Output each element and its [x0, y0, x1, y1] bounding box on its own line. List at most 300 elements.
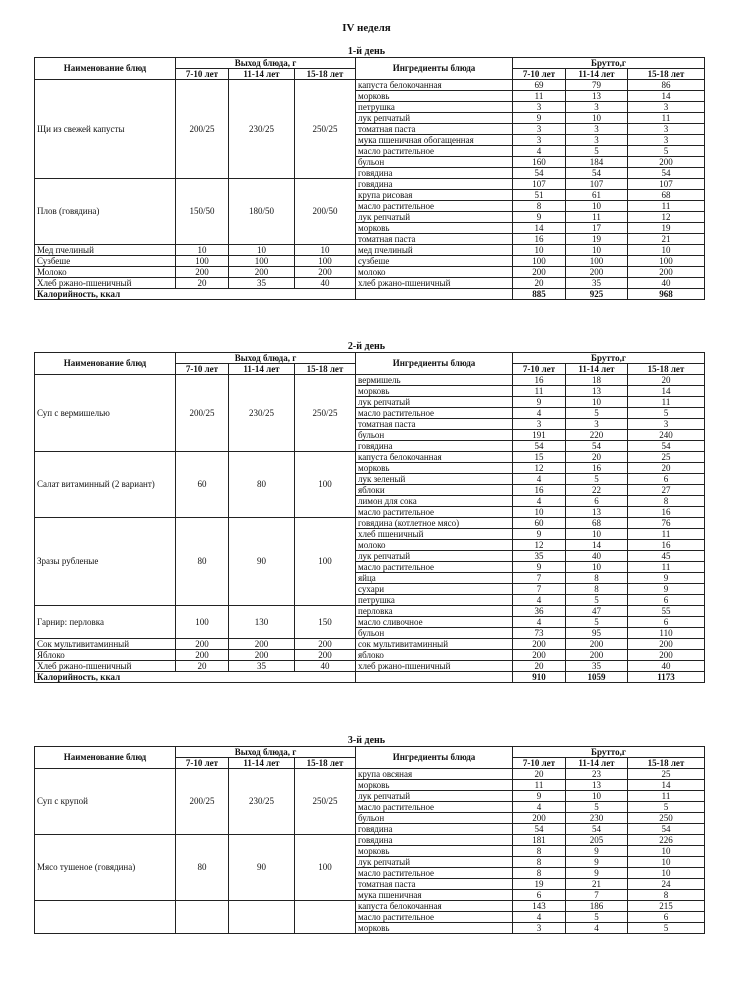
calories-label: Калорийность, ккал: [35, 672, 356, 683]
brutto-value: 21: [628, 234, 705, 245]
ingredient-name: лук репчатый: [356, 551, 513, 562]
dish-name: Хлеб ржано-пшеничный: [35, 661, 176, 672]
brutto-value: 215: [628, 901, 705, 912]
header-row: [35, 747, 705, 758]
brutto-value: 95: [566, 628, 628, 639]
ingredient-name: молоко: [356, 267, 513, 278]
brutto-value: 11: [566, 212, 628, 223]
brutto-value: 10: [628, 857, 705, 868]
brutto-value: 14: [628, 780, 705, 791]
table-row: [35, 278, 705, 289]
brutto-value: 16: [566, 463, 628, 474]
ingredient-name: лук репчатый: [356, 857, 513, 868]
brutto-value: 20: [513, 661, 566, 672]
day-title: 2-й день: [347, 341, 386, 352]
age-header: 11-14 лет: [229, 758, 295, 769]
brutto-value: 5: [566, 146, 628, 157]
brutto-value: 7: [513, 584, 566, 595]
brutto-value: 16: [628, 507, 705, 518]
ingredient-name: масло растительное: [356, 912, 513, 923]
dish-name: [35, 901, 176, 934]
brutto-value: 4: [513, 912, 566, 923]
ingredient-name: мука пшеничная: [356, 890, 513, 901]
header-row: [35, 353, 705, 364]
brutto-value: 10: [566, 397, 628, 408]
dish-yield: 200/50: [295, 179, 356, 245]
ingredient-name: говядина (котлетное мясо): [356, 518, 513, 529]
brutto-value: 160: [513, 157, 566, 168]
age-header: 11-14 лет: [566, 364, 628, 375]
ingredient-name: морковь: [356, 923, 513, 934]
brutto-value: 69: [513, 80, 566, 91]
dish-yield: 100: [295, 518, 356, 606]
dish-yield: 10: [295, 245, 356, 256]
dish-yield: 20: [176, 661, 229, 672]
brutto-value: 9: [513, 212, 566, 223]
dish-yield: 200: [295, 650, 356, 661]
yield-header: Выход блюда, г: [176, 747, 356, 758]
ingredient-name: морковь: [356, 91, 513, 102]
dish-name: Яблоко: [35, 650, 176, 661]
dish-name: Плов (говядина): [35, 179, 176, 245]
table-row: [35, 80, 705, 91]
brutto-value: 11: [513, 91, 566, 102]
brutto-value: 8: [513, 846, 566, 857]
dish-yield: 200: [229, 639, 295, 650]
menu-table: [34, 57, 705, 300]
ingredient-name: томатная паста: [356, 879, 513, 890]
brutto-value: 107: [513, 179, 566, 190]
brutto-value: 16: [513, 485, 566, 496]
brutto-value: 11: [628, 113, 705, 124]
brutto-value: 200: [628, 157, 705, 168]
brutto-value: 10: [566, 529, 628, 540]
ingredient-name: яблоки: [356, 485, 513, 496]
calories-value: 1059: [566, 672, 628, 683]
dish-yield: [229, 901, 295, 934]
dish-yield: 200/25: [176, 80, 229, 179]
dish-yield: 200: [229, 267, 295, 278]
brutto-value: 9: [513, 562, 566, 573]
table-row: [35, 452, 705, 463]
brutto-value: 4: [566, 923, 628, 934]
dish-yield: 80: [176, 835, 229, 901]
brutto-value: 8: [513, 868, 566, 879]
brutto-value: 16: [513, 234, 566, 245]
brutto-value: 8: [628, 890, 705, 901]
age-header: 15-18 лет: [295, 758, 356, 769]
brutto-value: 8: [628, 496, 705, 507]
brutto-value: 19: [628, 223, 705, 234]
brutto-value: 18: [566, 375, 628, 386]
age-header: 11-14 лет: [566, 758, 628, 769]
brutto-value: 5: [566, 474, 628, 485]
menu-table: [34, 746, 705, 934]
dish-yield: 40: [295, 278, 356, 289]
ingredients-header: Ингредиенты блюда: [356, 747, 513, 769]
brutto-value: 60: [513, 518, 566, 529]
dish-yield: 250/25: [295, 80, 356, 179]
calories-value: 968: [628, 289, 705, 300]
ingredient-name: томатная паста: [356, 124, 513, 135]
brutto-value: 7: [513, 573, 566, 584]
brutto-value: 35: [513, 551, 566, 562]
brutto-value: 4: [513, 474, 566, 485]
brutto-value: 230: [566, 813, 628, 824]
ingredient-name: хлеб ржано-пшеничный: [356, 661, 513, 672]
table-row: [35, 650, 705, 661]
brutto-value: 12: [513, 463, 566, 474]
dish-yield: 230/25: [229, 375, 295, 452]
dish-yield: 35: [229, 661, 295, 672]
header-row: [35, 58, 705, 69]
brutto-value: 4: [513, 408, 566, 419]
brutto-value: 54: [628, 168, 705, 179]
brutto-value: 11: [513, 386, 566, 397]
brutto-value: 25: [628, 452, 705, 463]
brutto-value: 12: [513, 540, 566, 551]
ingredient-name: масло растительное: [356, 146, 513, 157]
table-row: [35, 606, 705, 617]
age-header: 15-18 лет: [295, 69, 356, 80]
dish-yield: [176, 901, 229, 934]
brutto-value: 68: [566, 518, 628, 529]
brutto-value: 5: [566, 408, 628, 419]
calories-spacer: [356, 672, 513, 683]
dish-yield: 40: [295, 661, 356, 672]
ingredient-name: масло растительное: [356, 868, 513, 879]
ingredient-name: томатная паста: [356, 234, 513, 245]
dish-name: Салат витаминный (2 вариант): [35, 452, 176, 518]
brutto-value: 13: [566, 386, 628, 397]
brutto-value: 14: [628, 91, 705, 102]
dish-name: Мясо тушеное (говядина): [35, 835, 176, 901]
table-row: [35, 375, 705, 386]
brutto-value: 110: [628, 628, 705, 639]
brutto-value: 5: [566, 802, 628, 813]
brutto-value: 3: [566, 124, 628, 135]
brutto-header: Брутто,г: [513, 747, 705, 758]
brutto-value: 3: [628, 135, 705, 146]
dish-yield: 100: [176, 606, 229, 639]
ingredient-name: масло сливочное: [356, 617, 513, 628]
ingredient-name: масло растительное: [356, 408, 513, 419]
brutto-value: 45: [628, 551, 705, 562]
age-header: 11-14 лет: [229, 364, 295, 375]
brutto-value: 3: [513, 135, 566, 146]
brutto-value: 68: [628, 190, 705, 201]
brutto-value: 11: [628, 562, 705, 573]
brutto-value: 20: [628, 375, 705, 386]
dish-name-header: Наименование блюд: [35, 747, 176, 769]
brutto-value: 4: [513, 595, 566, 606]
ingredient-name: бульон: [356, 157, 513, 168]
table-row: [35, 835, 705, 846]
brutto-value: 15: [513, 452, 566, 463]
brutto-value: 11: [628, 791, 705, 802]
brutto-value: 14: [628, 386, 705, 397]
brutto-value: 184: [566, 157, 628, 168]
ingredient-name: лук репчатый: [356, 113, 513, 124]
dish-yield: 100: [229, 256, 295, 267]
brutto-value: 6: [628, 617, 705, 628]
brutto-value: 6: [628, 474, 705, 485]
brutto-value: 200: [628, 650, 705, 661]
brutto-value: 36: [513, 606, 566, 617]
brutto-value: 3: [513, 102, 566, 113]
brutto-value: 5: [628, 146, 705, 157]
brutto-value: 54: [566, 441, 628, 452]
brutto-value: 10: [628, 868, 705, 879]
brutto-value: 186: [566, 901, 628, 912]
brutto-value: 3: [513, 419, 566, 430]
ingredient-name: томатная паста: [356, 419, 513, 430]
brutto-value: 200: [513, 813, 566, 824]
brutto-value: 181: [513, 835, 566, 846]
brutto-value: 76: [628, 518, 705, 529]
brutto-value: 8: [566, 573, 628, 584]
age-header: 15-18 лет: [628, 69, 705, 80]
brutto-value: 12: [628, 212, 705, 223]
brutto-value: 10: [566, 245, 628, 256]
ingredient-name: морковь: [356, 386, 513, 397]
brutto-value: 9: [513, 397, 566, 408]
brutto-value: 35: [566, 661, 628, 672]
ingredient-name: капуста белокочанная: [356, 901, 513, 912]
ingredient-name: говядина: [356, 179, 513, 190]
brutto-value: 23: [566, 769, 628, 780]
ingredients-header: Ингредиенты блюда: [356, 353, 513, 375]
brutto-value: 3: [566, 419, 628, 430]
brutto-value: 51: [513, 190, 566, 201]
brutto-value: 9: [628, 584, 705, 595]
ingredient-name: петрушка: [356, 102, 513, 113]
dish-yield: 250/25: [295, 375, 356, 452]
dish-name: Сок мультивитаминный: [35, 639, 176, 650]
table-row: [35, 639, 705, 650]
brutto-value: 19: [513, 879, 566, 890]
brutto-value: 6: [513, 890, 566, 901]
ingredient-name: лук репчатый: [356, 212, 513, 223]
table-row: [35, 179, 705, 190]
dish-yield: 180/50: [229, 179, 295, 245]
brutto-value: 25: [628, 769, 705, 780]
table-row: [35, 518, 705, 529]
ingredient-name: бульон: [356, 628, 513, 639]
brutto-value: 107: [628, 179, 705, 190]
brutto-value: 9: [566, 857, 628, 868]
brutto-value: 13: [566, 507, 628, 518]
ingredient-name: говядина: [356, 824, 513, 835]
menu-table: [34, 352, 705, 683]
brutto-value: 5: [628, 802, 705, 813]
dish-yield: 100: [295, 452, 356, 518]
brutto-value: 3: [513, 124, 566, 135]
dish-yield: 100: [295, 835, 356, 901]
calories-value: 910: [513, 672, 566, 683]
brutto-value: 8: [513, 201, 566, 212]
ingredient-name: мед пчелиный: [356, 245, 513, 256]
ingredient-name: хлеб пшеничный: [356, 529, 513, 540]
dish-name: Гарнир: перловка: [35, 606, 176, 639]
dish-yield: 90: [229, 518, 295, 606]
table-row: [35, 769, 705, 780]
brutto-value: 20: [566, 452, 628, 463]
table-row: [35, 661, 705, 672]
brutto-value: 10: [566, 791, 628, 802]
brutto-value: 54: [628, 824, 705, 835]
ingredient-name: лимон для сока: [356, 496, 513, 507]
yield-header: Выход блюда, г: [176, 58, 356, 69]
brutto-value: 200: [513, 267, 566, 278]
calories-value: 885: [513, 289, 566, 300]
ingredient-name: масло растительное: [356, 507, 513, 518]
brutto-value: 5: [566, 912, 628, 923]
brutto-value: 20: [513, 278, 566, 289]
brutto-value: 5: [566, 595, 628, 606]
brutto-value: 220: [566, 430, 628, 441]
brutto-value: 9: [566, 846, 628, 857]
calories-spacer: [356, 289, 513, 300]
brutto-value: 3: [628, 124, 705, 135]
calories-label: Калорийность, ккал: [35, 289, 356, 300]
brutto-value: 54: [566, 824, 628, 835]
brutto-value: 86: [628, 80, 705, 91]
age-header: 15-18 лет: [295, 364, 356, 375]
age-header: 7-10 лет: [513, 758, 566, 769]
brutto-value: 47: [566, 606, 628, 617]
ingredient-name: яйца: [356, 573, 513, 584]
ingredient-name: морковь: [356, 846, 513, 857]
dish-name: Хлеб ржано-пшеничный: [35, 278, 176, 289]
dish-yield: 200: [176, 650, 229, 661]
dish-yield: 150/50: [176, 179, 229, 245]
brutto-value: 54: [513, 441, 566, 452]
brutto-value: 55: [628, 606, 705, 617]
brutto-value: 200: [628, 639, 705, 650]
brutto-value: 10: [628, 846, 705, 857]
dish-yield: 230/25: [229, 80, 295, 179]
table-row: [35, 256, 705, 267]
brutto-value: 100: [566, 256, 628, 267]
brutto-value: 100: [628, 256, 705, 267]
table-row: [35, 245, 705, 256]
age-header: 7-10 лет: [176, 69, 229, 80]
brutto-value: 3: [628, 419, 705, 430]
brutto-value: 10: [513, 245, 566, 256]
brutto-value: 11: [628, 201, 705, 212]
brutto-value: 3: [513, 923, 566, 934]
ingredient-name: молоко: [356, 540, 513, 551]
ingredient-name: капуста белокочанная: [356, 80, 513, 91]
brutto-header: Брутто,г: [513, 58, 705, 69]
ingredient-name: капуста белокочанная: [356, 452, 513, 463]
brutto-value: 20: [628, 463, 705, 474]
brutto-value: 4: [513, 146, 566, 157]
brutto-value: 9: [513, 791, 566, 802]
brutto-value: 9: [513, 529, 566, 540]
brutto-value: 40: [566, 551, 628, 562]
brutto-value: 54: [513, 168, 566, 179]
ingredient-name: лук зеленый: [356, 474, 513, 485]
brutto-value: 10: [566, 201, 628, 212]
brutto-value: 10: [566, 562, 628, 573]
ingredient-name: говядина: [356, 441, 513, 452]
dish-yield: 90: [229, 835, 295, 901]
ingredient-name: лук репчатый: [356, 397, 513, 408]
brutto-value: 226: [628, 835, 705, 846]
brutto-value: 6: [566, 496, 628, 507]
dish-yield: 200/25: [176, 769, 229, 835]
dish-yield: 100: [295, 256, 356, 267]
dish-name: Мед пчелиный: [35, 245, 176, 256]
age-header: 7-10 лет: [176, 758, 229, 769]
brutto-value: 200: [628, 267, 705, 278]
brutto-value: 200: [513, 639, 566, 650]
ingredient-name: масло растительное: [356, 802, 513, 813]
brutto-value: 5: [628, 408, 705, 419]
ingredient-name: лук репчатый: [356, 791, 513, 802]
calories-row: [35, 289, 705, 300]
ingredient-name: говядина: [356, 168, 513, 179]
brutto-value: 200: [566, 639, 628, 650]
brutto-value: 8: [513, 857, 566, 868]
ingredient-name: перловка: [356, 606, 513, 617]
brutto-value: 19: [566, 234, 628, 245]
dish-yield: 200: [176, 639, 229, 650]
dish-yield: 200: [229, 650, 295, 661]
ingredient-name: петрушка: [356, 595, 513, 606]
brutto-value: 240: [628, 430, 705, 441]
brutto-value: 79: [566, 80, 628, 91]
brutto-value: 4: [513, 617, 566, 628]
brutto-value: 21: [566, 879, 628, 890]
dish-name-header: Наименование блюд: [35, 58, 176, 80]
brutto-value: 27: [628, 485, 705, 496]
dish-yield: 200: [176, 267, 229, 278]
brutto-value: 11: [628, 529, 705, 540]
brutto-value: 107: [566, 179, 628, 190]
dish-yield: 200/25: [176, 375, 229, 452]
ingredient-name: сок мультивитаминный: [356, 639, 513, 650]
age-header: 15-18 лет: [628, 758, 705, 769]
age-header: 7-10 лет: [513, 364, 566, 375]
dish-name: Сузбеше: [35, 256, 176, 267]
brutto-value: 5: [628, 923, 705, 934]
brutto-value: 9: [628, 573, 705, 584]
dish-yield: 20: [176, 278, 229, 289]
brutto-value: 9: [566, 868, 628, 879]
brutto-value: 35: [566, 278, 628, 289]
brutto-value: 54: [628, 441, 705, 452]
calories-value: 1173: [628, 672, 705, 683]
brutto-value: 14: [513, 223, 566, 234]
ingredient-name: вермишель: [356, 375, 513, 386]
brutto-value: 10: [628, 245, 705, 256]
dish-yield: 100: [176, 256, 229, 267]
ingredient-name: мука пшеничная обогащенная: [356, 135, 513, 146]
dish-yield: 80: [229, 452, 295, 518]
brutto-value: 17: [566, 223, 628, 234]
dish-yield: 230/25: [229, 769, 295, 835]
dish-yield: 10: [229, 245, 295, 256]
calories-row: [35, 672, 705, 683]
dish-name: Суп с вермишелью: [35, 375, 176, 452]
dish-name-header: Наименование блюд: [35, 353, 176, 375]
brutto-value: 200: [566, 267, 628, 278]
dish-name: Суп с крупой: [35, 769, 176, 835]
table-row: [35, 267, 705, 278]
